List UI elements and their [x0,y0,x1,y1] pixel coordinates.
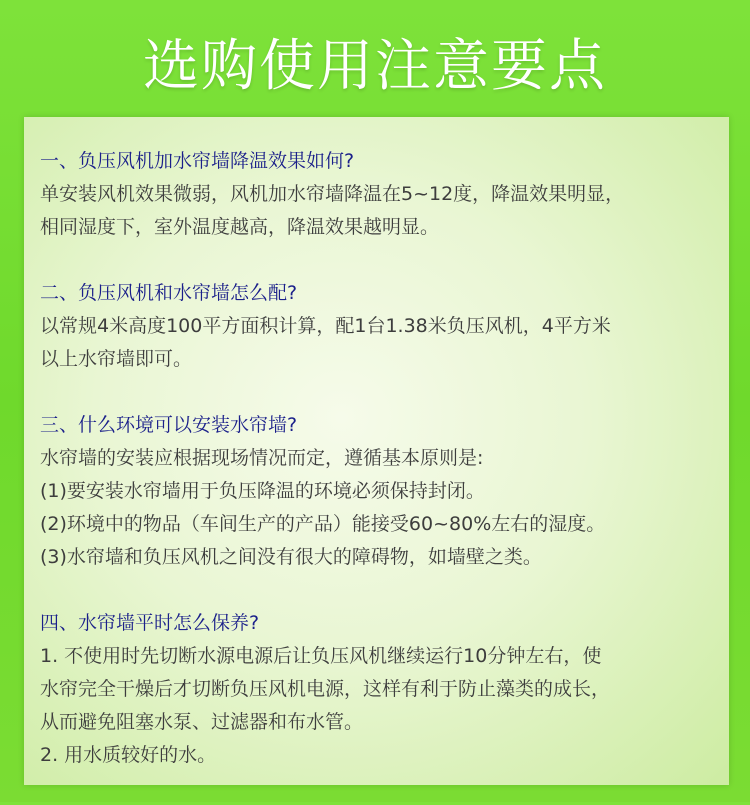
page-title: 选购使用注意要点 [143,34,607,99]
answer-line: (1)要安装水帘墙用于负压降温的环境必须保持封闭。 [40,480,485,502]
faq-section-2 [40,277,719,376]
answer-line: 从而避免阻塞水泵、过滤器和布水管。 [40,711,364,733]
question-2: 二、负压风机和水帘墙怎么配? [40,282,298,304]
answer-line: (3)水帘墙和负压风机之间没有很大的障碍物，如墙壁之类。 [40,546,542,568]
faq-list [40,145,719,805]
faq-section-3 [40,409,719,574]
answer-line: 水帘完全干燥后才切断负压风机电源，这样有利于防止藻类的成长， [40,678,611,700]
faq-section-1 [40,145,719,244]
answer-line: (2)环境中的物品（车间生产的产品）能接受60~80%左右的湿度。 [40,513,606,535]
answer-line: 以常规4米高度100平方面积计算，配1台1.38米负压风机，4平方米 [40,315,611,337]
faq-section-4 [40,607,719,772]
answer-line: 单安装风机效果微弱，风机加水帘墙降温在5~12度，降温效果明显， [40,183,625,205]
content-panel [24,117,729,785]
answer-line: 水帘墙的安装应根据现场情况而定，遵循基本原则是: [40,447,484,469]
answer-line: 以上水帘墙即可。 [40,348,193,370]
question-1: 一、负压风机加水帘墙降温效果如何? [40,150,355,172]
answer-line: 1. 不使用时先切断水源电源后让负压风机继续运行10分钟左右，使 [40,645,602,667]
answer-line: 相同湿度下，室外温度越高，降温效果越明显。 [40,216,440,238]
question-4: 四、水帘墙平时怎么保养? [40,612,260,634]
answer-line: 2. 用水质较好的水。 [40,744,217,766]
question-3: 三、什么环境可以安装水帘墙? [40,414,298,436]
